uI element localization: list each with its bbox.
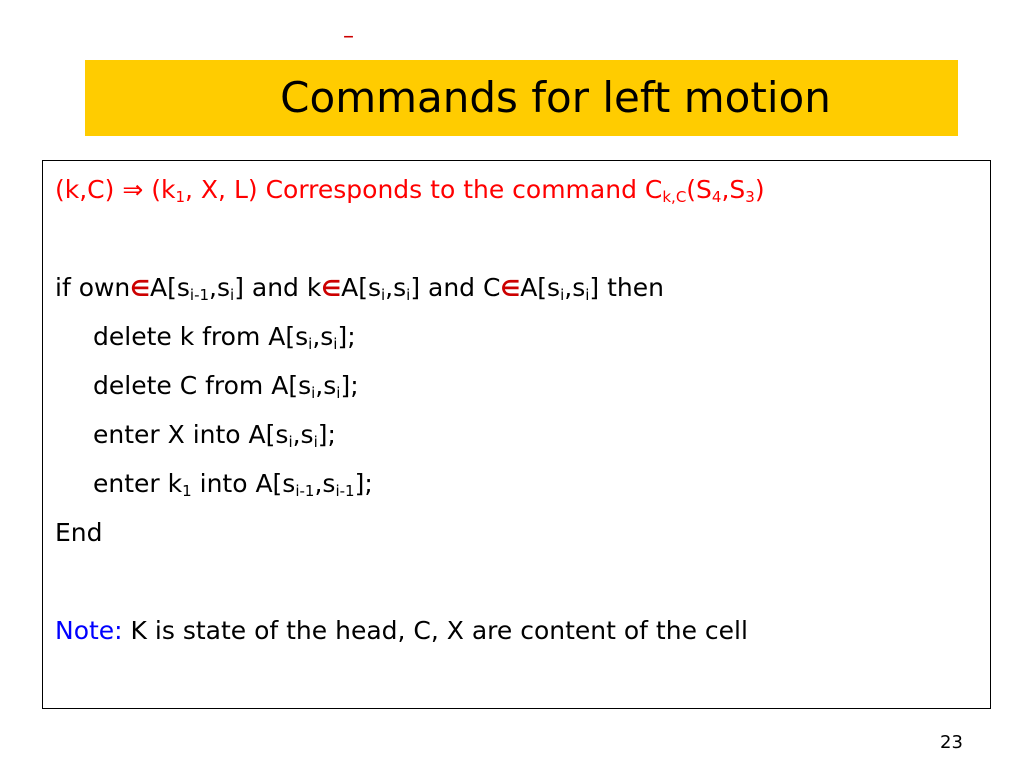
subscript: k,C — [662, 188, 687, 206]
implies-symbol: ⇒ — [122, 175, 144, 204]
rule-text: , X, L) Corresponds to the command C — [185, 175, 663, 204]
rule-text: (S — [686, 175, 712, 204]
code-text: ,s — [314, 469, 336, 498]
code-text: into A[s — [191, 469, 296, 498]
if-line — [55, 273, 664, 305]
subscript: i — [333, 335, 338, 353]
note-line — [55, 616, 748, 646]
code-text: ,s — [385, 273, 407, 302]
subscript: i — [288, 433, 293, 451]
subscript: i — [336, 384, 341, 402]
code-text: ,s — [564, 273, 586, 302]
subscript: 4 — [711, 188, 722, 206]
rule-text: ) — [754, 175, 765, 204]
title-bar — [85, 60, 958, 136]
subscript: 1 — [182, 482, 192, 500]
rule-line — [55, 175, 765, 205]
code-text: ]; — [340, 371, 359, 400]
element-of-symbol: ∈ — [500, 277, 521, 302]
rule-text: (k — [143, 175, 176, 204]
code-text: if own — [55, 273, 131, 302]
page-number: 23 — [940, 732, 963, 753]
element-of-symbol: ∈ — [321, 277, 342, 302]
subscript: 1 — [175, 188, 186, 206]
code-text: ]; — [337, 322, 356, 351]
subscript: i — [560, 286, 565, 304]
code-text: A[s — [341, 273, 381, 302]
code-text: ,s — [312, 322, 334, 351]
subscript: i — [585, 286, 590, 304]
enter-x-line — [93, 420, 336, 450]
code-text: ] then — [589, 273, 664, 302]
decorative-dash: – — [343, 24, 354, 49]
note-text: K is state of the head, C, X are content of the cell — [122, 616, 748, 645]
subscript: i-1 — [189, 286, 210, 304]
subscript: i — [311, 384, 316, 402]
code-text: A[s — [150, 273, 190, 302]
code-text: enter X into A[s — [93, 420, 289, 449]
slide-title: Commands for left motion — [280, 73, 831, 122]
subscript: i-1 — [335, 482, 355, 500]
subscript: 3 — [745, 188, 755, 206]
note-label: Note: — [55, 616, 123, 645]
enter-k1-line — [93, 469, 373, 499]
subscript: i — [380, 286, 386, 304]
end-line: End — [55, 518, 103, 547]
code-text: enter k — [93, 469, 183, 498]
subscript: i — [308, 335, 313, 353]
subscript: i — [313, 433, 318, 451]
delete-c-line — [93, 371, 359, 401]
code-text: delete C from A[s — [93, 371, 312, 400]
code-text: delete k from A[s — [93, 322, 309, 351]
subscript: i — [230, 286, 235, 304]
subscript: i-1 — [295, 482, 315, 500]
code-text: ]; — [354, 469, 373, 498]
code-text: ,s — [209, 273, 231, 302]
code-text: ] and k — [234, 273, 322, 302]
code-text: ] and C — [410, 273, 501, 302]
delete-k-line — [93, 322, 356, 352]
code-text: ,s — [292, 420, 314, 449]
code-text: A[s — [520, 273, 561, 302]
element-of-symbol: ∈ — [130, 277, 151, 302]
code-text: ,s — [315, 371, 337, 400]
code-text: ]; — [317, 420, 336, 449]
rule-text: ,S — [721, 175, 746, 204]
rule-text: (k,C) — [55, 175, 123, 204]
content-box — [42, 160, 991, 709]
subscript: i — [406, 286, 411, 304]
